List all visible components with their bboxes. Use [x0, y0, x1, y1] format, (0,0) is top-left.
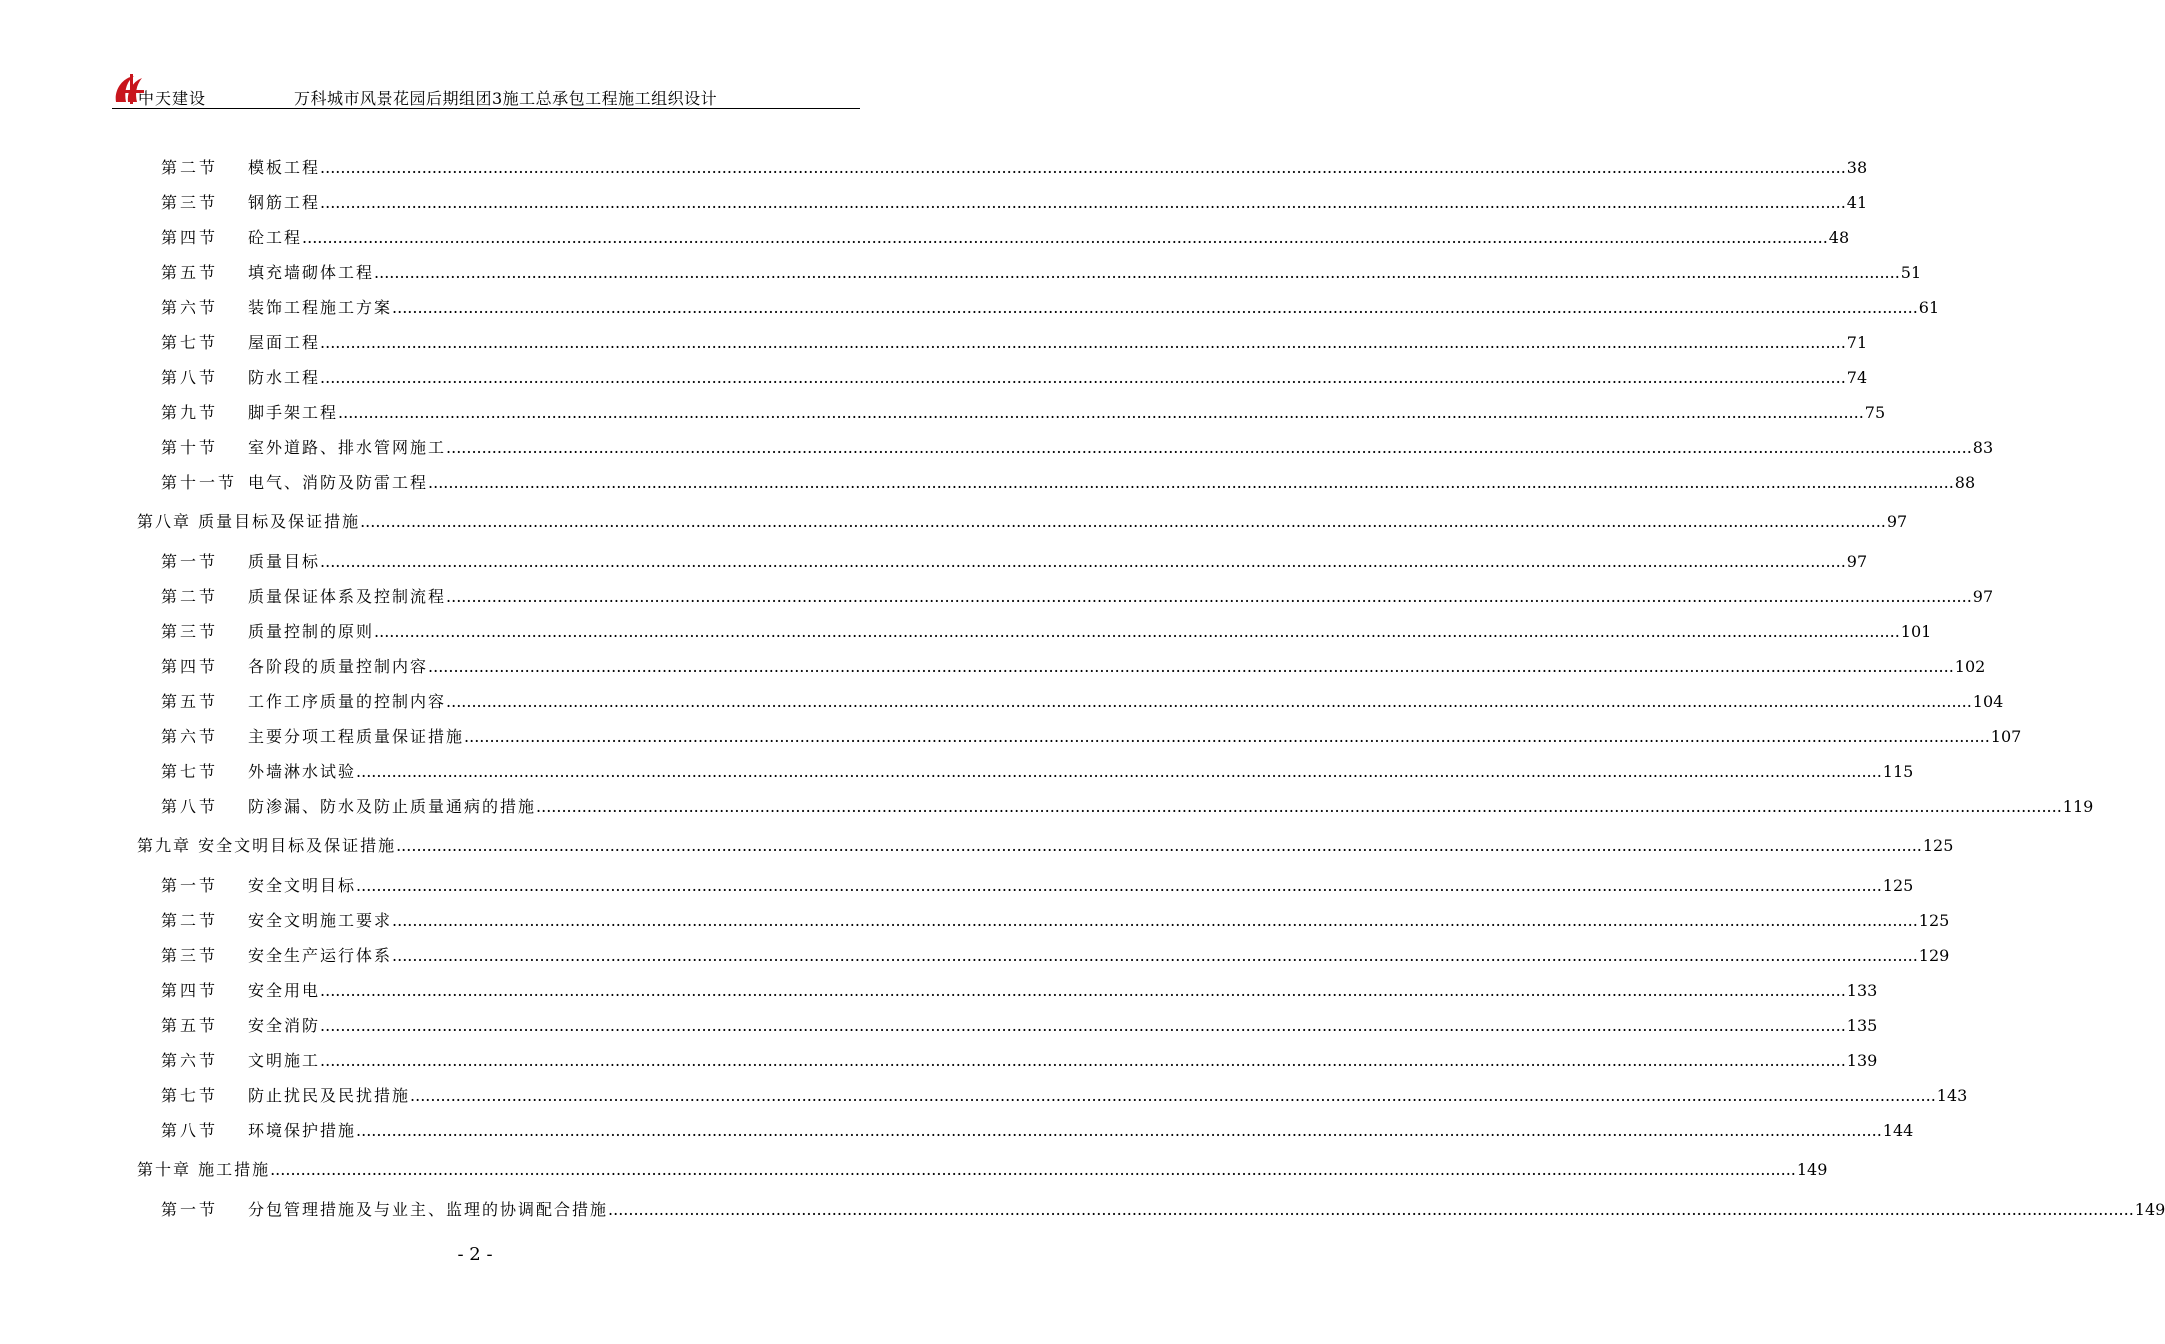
toc-section-entry[interactable] — [0, 261, 1922, 285]
toc-page-number: 74 — [1846, 368, 1868, 387]
toc-section-number: 第七节 — [161, 1086, 219, 1105]
toc-page-number: 107 — [1990, 727, 2022, 746]
toc-section-number: 第五节 — [161, 692, 219, 711]
toc-page-number: 149 — [1796, 1160, 1828, 1179]
toc-section-number: 第八节 — [161, 368, 219, 387]
toc-entry-title: 防止扰民及民扰措施 — [248, 1084, 410, 1108]
toc-section-entry[interactable] — [0, 690, 2004, 714]
toc-entry-line — [248, 1014, 1878, 1038]
toc-entry-line — [248, 550, 1868, 574]
toc-page-number: 144 — [1882, 1121, 1914, 1140]
toc-page-number: 125 — [1922, 836, 1954, 855]
toc-section-entry[interactable] — [0, 1084, 1968, 1108]
toc-entry-line — [248, 585, 1994, 609]
toc-entry-title: 主要分项工程质量保证措施 — [248, 725, 464, 749]
toc-entry-line — [248, 909, 1950, 933]
toc-entry-line — [248, 366, 1868, 390]
toc-section-number: 第四节 — [161, 228, 219, 247]
toc-page-number: 101 — [1900, 622, 1932, 641]
toc-page-number: 83 — [1972, 438, 1994, 457]
toc-section-entry[interactable] — [0, 436, 1994, 460]
toc-dot-leader: ............................................................................................................................................................................................................................................................................................................ — [374, 263, 1900, 282]
toc-chapter-entry[interactable] — [0, 510, 1908, 534]
toc-page-number: 97 — [1846, 552, 1868, 571]
page-number: - 2 - — [457, 1244, 493, 1265]
toc-page-number: 61 — [1918, 298, 1940, 317]
toc-dot-leader: ............................................................................................................................................................................................................................................................................................................ — [320, 193, 1846, 212]
toc-page-number: 97 — [1886, 512, 1908, 531]
toc-entry-line — [248, 944, 1950, 968]
toc-page-number: 104 — [1972, 692, 2004, 711]
toc-entry-title: 屋面工程 — [248, 331, 320, 355]
toc-section-number: 第六节 — [161, 1051, 219, 1070]
toc-section-entry[interactable] — [0, 909, 1950, 933]
toc-entry-title: 填充墙砌体工程 — [248, 261, 374, 285]
toc-section-entry[interactable] — [0, 1198, 2165, 1222]
toc-section-entry[interactable] — [0, 795, 2094, 819]
toc-page-number: 97 — [1972, 587, 1994, 606]
toc-entry-title: 文明施工 — [248, 1049, 320, 1073]
toc-section-number: 第二节 — [161, 911, 219, 930]
toc-page-number: 139 — [1846, 1051, 1878, 1070]
toc-section-number: 第五节 — [161, 263, 219, 282]
toc-entry-line — [248, 725, 2022, 749]
toc-dot-leader: ............................................................................................................................................................................................................................................................................................................ — [320, 981, 1846, 1000]
toc-section-number: 第六节 — [161, 727, 219, 746]
toc-section-number: 第四节 — [161, 657, 219, 676]
toc-dot-leader: ............................................................................................................................................................................................................................................................................................................ — [320, 552, 1846, 571]
toc-entry-title: 钢筋工程 — [248, 191, 320, 215]
company-name: 中天建设 — [138, 89, 207, 108]
toc-page-number: 71 — [1846, 333, 1868, 352]
toc-section-entry[interactable] — [0, 550, 1868, 574]
toc-entry-line — [248, 655, 1986, 679]
toc-entry-line — [248, 156, 1868, 180]
document-title: 万科城市风景花园后期组团3施工总承包工程施工组织设计 — [294, 89, 718, 108]
toc-entry-title: 质量控制的原则 — [248, 620, 374, 644]
toc-section-entry[interactable] — [0, 331, 1868, 355]
toc-section-entry[interactable] — [0, 760, 1914, 784]
toc-section-number: 第八节 — [161, 797, 219, 816]
toc-page-number: 88 — [1954, 473, 1976, 492]
toc-entry-line — [137, 510, 1908, 534]
toc-section-number: 第一节 — [161, 876, 219, 895]
toc-dot-leader: ............................................................................................................................................................................................................................................................................................................ — [356, 762, 1882, 781]
toc-dot-leader: ............................................................................................................................................................................................................................................................................................................ — [410, 1086, 1936, 1105]
toc-entry-title: 外墙淋水试验 — [248, 760, 356, 784]
toc-entry-line — [248, 1084, 1968, 1108]
toc-page-number: 129 — [1918, 946, 1950, 965]
toc-dot-leader: ............................................................................................................................................................................................................................................................................................................ — [536, 797, 2062, 816]
toc-page-number: 125 — [1918, 911, 1950, 930]
toc-page-number: 102 — [1954, 657, 1986, 676]
toc-entry-line — [248, 261, 1922, 285]
toc-page-number: 133 — [1846, 981, 1878, 1000]
toc-section-entry[interactable] — [0, 471, 1976, 495]
toc-entry-title: 模板工程 — [248, 156, 320, 180]
toc-entry-line — [248, 760, 1914, 784]
toc-dot-leader: ............................................................................................................................................................................................................................................................................................................ — [320, 368, 1846, 387]
toc-section-number: 第三节 — [161, 193, 219, 212]
toc-entry-title: 防渗漏、防水及防止质量通病的措施 — [248, 795, 536, 819]
toc-entry-title: 防水工程 — [248, 366, 320, 390]
toc-section-entry[interactable] — [0, 979, 1878, 1003]
toc-entry-line — [248, 620, 1932, 644]
toc-dot-leader: ............................................................................................................................................................................................................................................................................................................ — [356, 876, 1882, 895]
toc-section-number: 第八节 — [161, 1121, 219, 1140]
toc-dot-leader: ............................................................................................................................................................................................................................................................................................................ — [320, 1016, 1846, 1035]
toc-dot-leader: ............................................................................................................................................................................................................................................................................................................ — [608, 1200, 2134, 1219]
toc-page-number: 51 — [1900, 263, 1922, 282]
toc-entry-title: 环境保护措施 — [248, 1119, 356, 1143]
toc-entry-line — [137, 1158, 1828, 1182]
toc-entry-title: 质量目标 — [248, 550, 320, 574]
toc-section-entry[interactable] — [0, 366, 1868, 390]
toc-entry-title: 第十章 施工措施 — [137, 1158, 270, 1182]
toc-page-number: 115 — [1882, 762, 1914, 781]
toc-section-entry[interactable] — [0, 191, 1868, 215]
toc-page-number: 149 — [2134, 1200, 2165, 1219]
toc-section-entry[interactable] — [0, 1049, 1878, 1073]
toc-entry-line — [248, 795, 2094, 819]
toc-dot-leader: ............................................................................................................................................................................................................................................................................................................ — [428, 473, 1954, 492]
toc-page-number: 119 — [2062, 797, 2094, 816]
toc-entry-line — [248, 226, 1850, 250]
toc-dot-leader: ............................................................................................................................................................................................................................................................................................................ — [392, 298, 1918, 317]
toc-entry-title: 第九章 安全文明目标及保证措施 — [137, 834, 396, 858]
toc-page-number: 135 — [1846, 1016, 1878, 1035]
toc-entry-title: 安全消防 — [248, 1014, 320, 1038]
toc-section-entry[interactable] — [0, 944, 1950, 968]
toc-entry-line — [248, 191, 1868, 215]
toc-entry-title: 质量保证体系及控制流程 — [248, 585, 446, 609]
toc-section-number: 第七节 — [161, 333, 219, 352]
toc-entry-title: 安全文明施工要求 — [248, 909, 392, 933]
toc-entry-line — [248, 1049, 1878, 1073]
toc-section-entry[interactable] — [0, 296, 1940, 320]
toc-section-number: 第六节 — [161, 298, 219, 317]
toc-entry-title: 分包管理措施及与业主、监理的协调配合措施 — [248, 1198, 608, 1222]
toc-entry-line — [248, 874, 1914, 898]
toc-section-number: 第七节 — [161, 762, 219, 781]
toc-entry-line — [248, 1198, 2165, 1222]
toc-chapter-entry[interactable] — [0, 1158, 1828, 1182]
toc-entry-line — [248, 436, 1994, 460]
toc-entry-title: 第八章 质量目标及保证措施 — [137, 510, 360, 534]
toc-dot-leader: ............................................................................................................................................................................................................................................................................................................ — [464, 727, 1990, 746]
toc-section-entry[interactable] — [0, 401, 1886, 425]
toc-entry-title: 电气、消防及防雷工程 — [248, 471, 428, 495]
toc-entry-title: 脚手架工程 — [248, 401, 338, 425]
toc-section-number: 第三节 — [161, 946, 219, 965]
toc-section-entry[interactable] — [0, 156, 1868, 180]
toc-section-number: 第二节 — [161, 587, 219, 606]
toc-entry-title: 安全文明目标 — [248, 874, 356, 898]
toc-section-entry[interactable] — [0, 1119, 1914, 1143]
toc-entry-line — [248, 979, 1878, 1003]
toc-section-number: 第九节 — [161, 403, 219, 422]
toc-dot-leader: ............................................................................................................................................................................................................................................................................................................ — [320, 158, 1846, 177]
toc-section-entry[interactable] — [0, 620, 1932, 644]
toc-dot-leader: ............................................................................................................................................................................................................................................................................................................ — [396, 836, 1922, 855]
toc-entry-line — [248, 401, 1886, 425]
toc-page-number: 38 — [1846, 158, 1868, 177]
toc-section-entry[interactable] — [0, 874, 1914, 898]
toc-entry-title: 工作工序质量的控制内容 — [248, 690, 446, 714]
toc-section-entry[interactable] — [0, 1014, 1878, 1038]
toc-section-entry[interactable] — [0, 585, 1994, 609]
toc-entry-line — [137, 834, 1954, 858]
toc-dot-leader: ............................................................................................................................................................................................................................................................................................................ — [360, 512, 1886, 531]
toc-section-entry[interactable] — [0, 655, 1986, 679]
toc-section-number: 第十节 — [161, 438, 219, 457]
toc-entry-line — [248, 690, 2004, 714]
toc-entry-title: 安全用电 — [248, 979, 320, 1003]
toc-dot-leader: ............................................................................................................................................................................................................................................................................................................ — [392, 911, 1918, 930]
toc-entry-line — [248, 471, 1976, 495]
toc-dot-leader: ............................................................................................................................................................................................................................................................................................................ — [392, 946, 1918, 965]
toc-entry-title: 装饰工程施工方案 — [248, 296, 392, 320]
toc-dot-leader: ............................................................................................................................................................................................................................................................................................................ — [338, 403, 1864, 422]
toc-entry-title: 室外道路、排水管网施工 — [248, 436, 446, 460]
toc-entry-title: 砼工程 — [248, 226, 302, 250]
toc-chapter-entry[interactable] — [0, 834, 1954, 858]
toc-section-number: 第十一节 — [161, 473, 238, 492]
toc-section-number: 第二节 — [161, 158, 219, 177]
toc-dot-leader: ............................................................................................................................................................................................................................................................................................................ — [374, 622, 1900, 641]
toc-dot-leader: ............................................................................................................................................................................................................................................................................................................ — [446, 587, 1972, 606]
toc-entry-line — [248, 296, 1940, 320]
page-header — [112, 72, 860, 109]
toc-entry-line — [248, 1119, 1914, 1143]
toc-dot-leader: ............................................................................................................................................................................................................................................................................................................ — [446, 438, 1972, 457]
toc-section-number: 第一节 — [161, 552, 219, 571]
toc-page-number: 75 — [1864, 403, 1886, 422]
toc-dot-leader: ............................................................................................................................................................................................................................................................................................................ — [428, 657, 1954, 676]
toc-page-number: 125 — [1882, 876, 1914, 895]
toc-dot-leader: ............................................................................................................................................................................................................................................................................................................ — [270, 1160, 1796, 1179]
toc-section-entry[interactable] — [0, 725, 2022, 749]
toc-dot-leader: ............................................................................................................................................................................................................................................................................................................ — [320, 333, 1846, 352]
toc-dot-leader: ............................................................................................................................................................................................................................................................................................................ — [356, 1121, 1882, 1140]
toc-page-number: 143 — [1936, 1086, 1968, 1105]
toc-section-number: 第四节 — [161, 981, 219, 1000]
toc-section-number: 第一节 — [161, 1200, 219, 1219]
toc-page-number: 48 — [1828, 228, 1850, 247]
toc-entry-line — [248, 331, 1868, 355]
toc-dot-leader: ............................................................................................................................................................................................................................................................................................................ — [446, 692, 1972, 711]
toc-dot-leader: ............................................................................................................................................................................................................................................................................................................ — [320, 1051, 1846, 1070]
toc-dot-leader: ............................................................................................................................................................................................................................................................................................................ — [302, 228, 1828, 247]
toc-section-number: 第三节 — [161, 622, 219, 641]
toc-section-number: 第五节 — [161, 1016, 219, 1035]
toc-entry-title: 安全生产运行体系 — [248, 944, 392, 968]
toc-page-number: 41 — [1846, 193, 1868, 212]
toc-entry-title: 各阶段的质量控制内容 — [248, 655, 428, 679]
toc-section-entry[interactable] — [0, 226, 1850, 250]
